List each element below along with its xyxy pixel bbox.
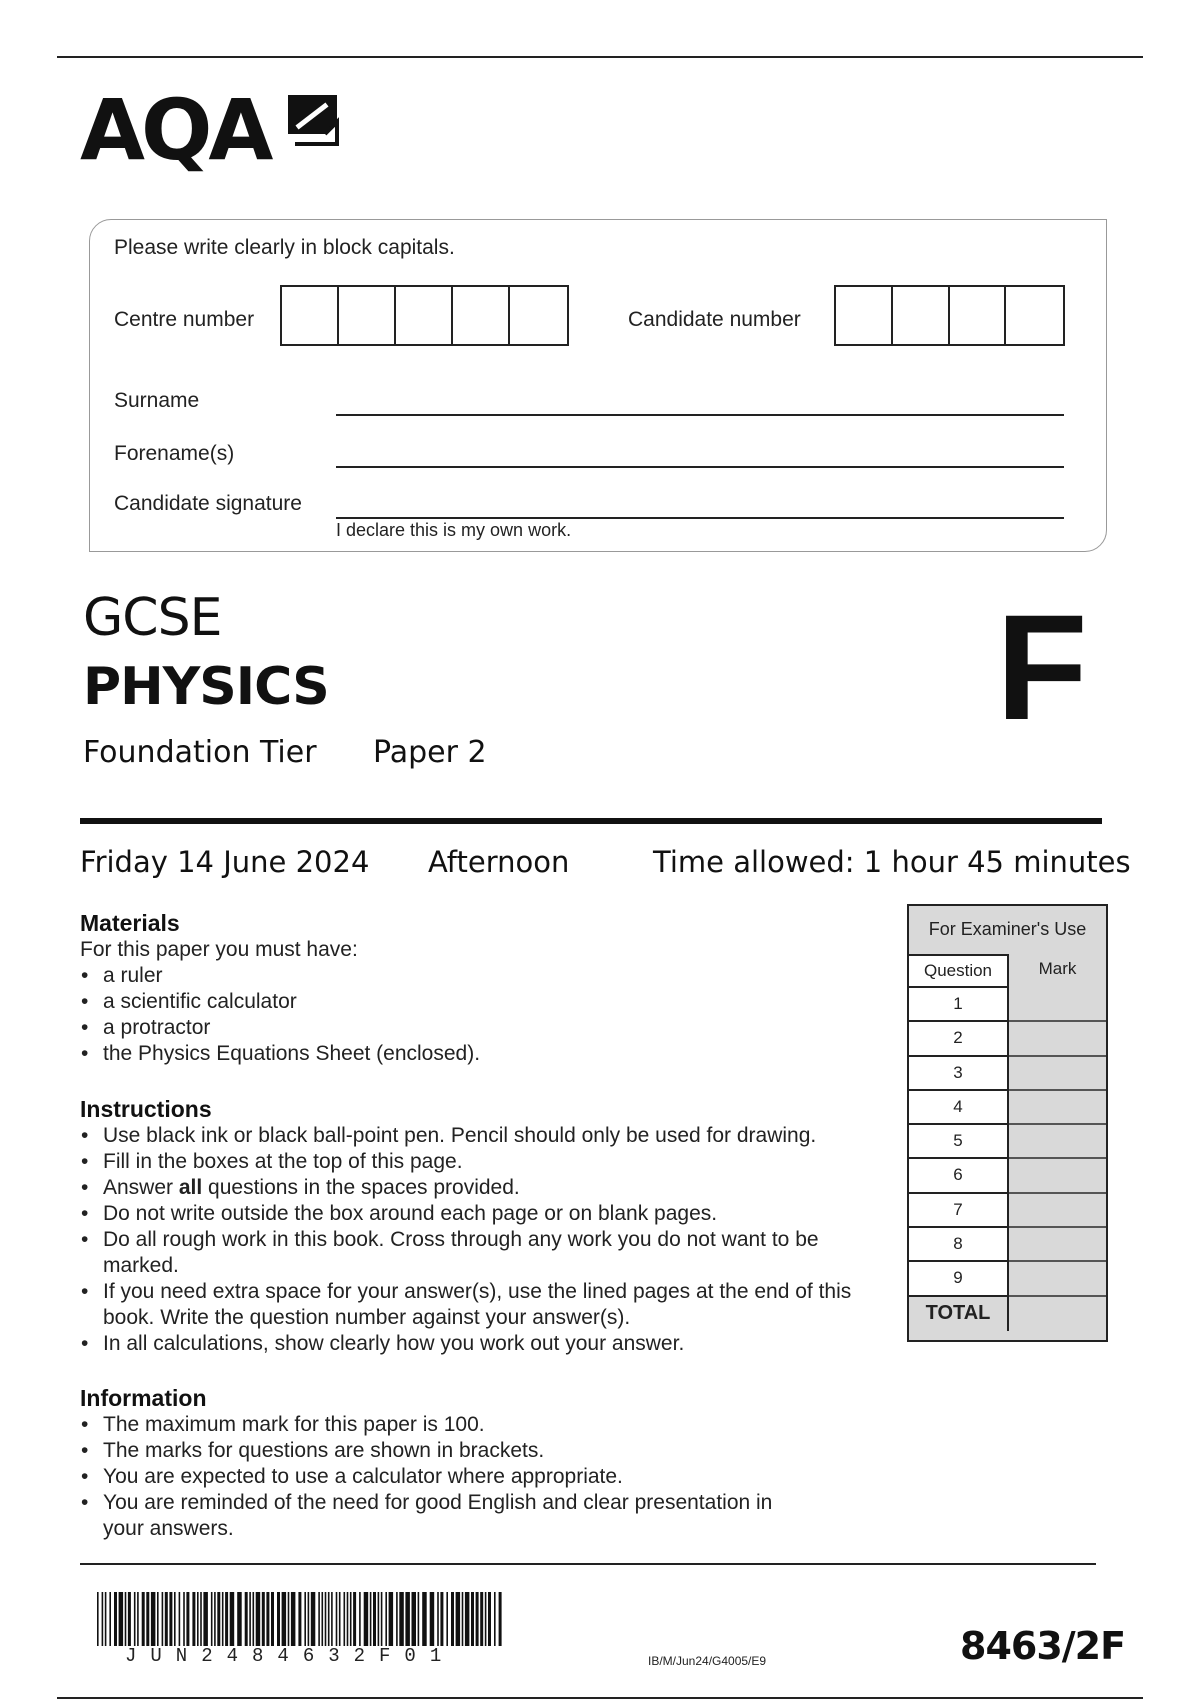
barcode-bar: [179, 1592, 181, 1646]
question-number: 4: [909, 1091, 1009, 1125]
list-item: • The marks for questions are shown in brackets.: [80, 1438, 840, 1464]
barcode-bar: [146, 1592, 149, 1646]
time-allowed: Time allowed: 1 hour 45 minutes: [653, 845, 1131, 879]
barcode-digits: JUN2484632F01: [125, 1645, 456, 1667]
barcode-bar: [353, 1592, 356, 1646]
barcode-bar: [203, 1592, 208, 1646]
barcode-bar: [174, 1592, 176, 1646]
question-number: 3: [909, 1057, 1009, 1091]
logo-text: AQA: [80, 81, 270, 179]
instructions-list: [80, 1123, 870, 1357]
information-section: [80, 1385, 840, 1542]
barcode-bar: [396, 1592, 398, 1646]
barcode-bar: [476, 1592, 479, 1646]
barcode-bar: [277, 1592, 280, 1646]
barcode-bar: [165, 1592, 168, 1646]
barcode-bar: [399, 1592, 404, 1646]
barcode-bar: [222, 1592, 224, 1646]
question-number: 6: [909, 1159, 1009, 1193]
title-divider: [80, 818, 1102, 824]
barcode-bar: [137, 1592, 139, 1646]
mark-cell: [1009, 1194, 1106, 1228]
question-number: 7: [909, 1194, 1009, 1228]
qualification-title: GCSE: [83, 588, 222, 648]
question-number: 8: [909, 1228, 1009, 1262]
barcode-bar: [373, 1592, 376, 1646]
barcode-bar: [237, 1592, 242, 1646]
barcode-bar: [192, 1592, 195, 1646]
paper-code: 8463/2F: [960, 1624, 1126, 1668]
barcode-bar: [225, 1592, 228, 1646]
barcode-bar: [282, 1592, 287, 1646]
examiner-table-header-row: [909, 954, 1106, 988]
barcode-bar: [109, 1592, 111, 1646]
aqa-logo: [80, 81, 270, 179]
tier-letter: F: [996, 583, 1088, 751]
signature-label: Candidate signature: [114, 492, 302, 515]
barcode-bar: [480, 1592, 483, 1646]
list-item: • You are expected to use a calculator where appropriate.: [80, 1464, 840, 1490]
answer-all-emphasis: all: [178, 1176, 203, 1199]
barcode-bar: [322, 1592, 324, 1646]
table-row: [909, 988, 1106, 1022]
centre-number-boxes[interactable]: [280, 285, 569, 346]
table-row: [909, 1125, 1106, 1159]
barcode-bar: [347, 1592, 349, 1646]
declaration-text: I declare this is my own work.: [336, 520, 572, 540]
list-item: • a ruler: [80, 963, 880, 989]
question-number: 5: [909, 1125, 1009, 1159]
forenames-line[interactable]: [336, 466, 1064, 468]
barcode-bar: [245, 1592, 248, 1646]
table-row: [909, 1262, 1106, 1296]
barcode-bar: [211, 1592, 213, 1646]
list-item: • In all calculations, show clearly how you work out your answer.: [80, 1331, 870, 1357]
total-mark-cell: [1009, 1297, 1106, 1331]
surname-label: Surname: [114, 389, 200, 412]
barcode-bar: [446, 1592, 448, 1646]
barcode-bar: [162, 1592, 164, 1646]
mark-cell: [1009, 1091, 1106, 1125]
materials-intro: For this paper you must have:: [80, 938, 358, 961]
barcode-bar: [451, 1592, 454, 1646]
tier-label: Foundation Tier: [83, 735, 317, 770]
barcode-bar: [266, 1592, 269, 1646]
barcode-bar: [105, 1592, 107, 1646]
barcode-bar: [359, 1592, 361, 1646]
mark-cell: [1009, 1125, 1106, 1159]
forenames-label: Forename(s): [114, 442, 235, 465]
barcode-bar: [102, 1592, 104, 1646]
centre-digit-box[interactable]: [510, 287, 567, 344]
centre-number-label: Centre number: [114, 308, 255, 331]
list-item: • If you need extra space for your answer(s), use the lined pages at the end of this book. Write the question number against your answer(s).: [80, 1279, 870, 1331]
mark-cell: [1009, 988, 1106, 1022]
instructions-heading: Instructions: [80, 1096, 212, 1122]
barcode-bar: [494, 1592, 496, 1646]
barcode-bar: [440, 1592, 443, 1646]
list-item: • Do all rough work in this book. Cross through any work you do not want to be marked.: [80, 1227, 870, 1279]
barcode-bar: [418, 1592, 420, 1646]
table-row: [909, 1194, 1106, 1228]
barcode-bar: [298, 1592, 301, 1646]
total-label: TOTAL: [909, 1297, 1009, 1331]
table-row: [909, 1159, 1106, 1193]
question-number: 9: [909, 1262, 1009, 1296]
list-item: • the Physics Equations Sheet (enclosed).: [80, 1041, 880, 1067]
list-item: • Use black ink or black ball-point pen. Pencil should only be used for drawing.: [80, 1123, 870, 1149]
barcode-bar: [488, 1592, 491, 1646]
mark-column-header: Mark: [1038, 959, 1077, 978]
barcode-bar: [485, 1592, 487, 1646]
barcode: [97, 1592, 507, 1646]
table-row: [909, 1228, 1106, 1262]
question-number: 1: [909, 988, 1009, 1022]
barcode-bar: [471, 1592, 474, 1646]
list-item: • The maximum mark for this paper is 100.: [80, 1412, 840, 1438]
barcode-bar: [465, 1592, 470, 1646]
barcode-bar: [437, 1592, 439, 1646]
exam-date: Friday 14 June 2024: [80, 845, 370, 879]
barcode-bar: [462, 1592, 464, 1646]
candidate-digit-box[interactable]: [836, 287, 893, 344]
table-row: [909, 1022, 1106, 1056]
mark-cell: [1009, 1057, 1106, 1091]
candidate-digit-box[interactable]: [1006, 287, 1063, 344]
question-number: 2: [909, 1022, 1009, 1056]
subject-title: PHYSICS: [83, 657, 329, 717]
materials-heading: Materials: [80, 910, 180, 936]
mark-cell: [1009, 1159, 1106, 1193]
list-item: • Fill in the boxes at the top of this page.: [80, 1149, 870, 1175]
barcode-bar: [430, 1592, 435, 1646]
barcode-bar: [370, 1592, 372, 1646]
examiner-use-table: [907, 904, 1108, 1342]
barcode-bar: [142, 1592, 145, 1646]
barcode-bar: [405, 1592, 410, 1646]
barcode-bar: [200, 1592, 202, 1646]
signature-line[interactable]: [336, 517, 1064, 519]
barcode-bar: [364, 1592, 369, 1646]
table-row: [909, 1091, 1106, 1125]
centre-digit-box[interactable]: [453, 287, 510, 344]
barcode-bar: [125, 1592, 127, 1646]
list-item: • a scientific calculator: [80, 989, 880, 1015]
mark-cell: [1009, 1228, 1106, 1262]
barcode-bar: [262, 1592, 265, 1646]
candidate-number-label: Candidate number: [628, 308, 801, 331]
barcode-bar: [311, 1592, 316, 1646]
barcode-bar: [151, 1592, 156, 1646]
barcode-bar: [385, 1592, 387, 1646]
barcode-bar: [214, 1592, 216, 1646]
information-heading: Information: [80, 1385, 207, 1411]
barcode-bar: [256, 1592, 261, 1646]
instructions-section: [80, 1096, 870, 1357]
information-list: [80, 1412, 840, 1542]
candidate-digit-box[interactable]: [893, 287, 950, 344]
barcode-bar: [318, 1592, 320, 1646]
centre-digit-box[interactable]: [282, 287, 339, 344]
top-rule: [57, 56, 1143, 58]
exam-session: Afternoon: [428, 845, 570, 879]
question-column-header: Question: [909, 954, 1009, 988]
barcode-bar: [230, 1592, 235, 1646]
bottom-rule: [57, 1697, 1143, 1699]
barcode-bar: [308, 1592, 310, 1646]
barcode-bar: [422, 1592, 427, 1646]
barcode-bar: [288, 1592, 290, 1646]
examiner-table-heading: For Examiner's Use: [928, 919, 1087, 939]
barcode-bar: [331, 1592, 333, 1646]
barcode-bar: [183, 1592, 185, 1646]
paper-label: Paper 2: [373, 735, 487, 770]
list-item: • a protractor: [80, 1015, 880, 1041]
barcode-bar: [197, 1592, 199, 1646]
candidate-digit-box[interactable]: [950, 287, 1007, 344]
mark-cell: [1009, 1262, 1106, 1296]
barcode-bar: [291, 1592, 296, 1646]
barcode-bar: [157, 1592, 159, 1646]
barcode-bar: [119, 1592, 124, 1646]
barcode-bar: [412, 1592, 417, 1646]
barcode-bar: [389, 1592, 394, 1646]
materials-section: [80, 910, 880, 1067]
list-item: • You are reminded of the need for good English and clear presentation in your answers.: [80, 1490, 840, 1542]
table-row: [909, 1057, 1106, 1091]
answer-all-suffix: questions in the spaces provided.: [202, 1176, 520, 1199]
barcode-bar: [217, 1592, 220, 1646]
answer-all-prefix: Answer: [103, 1176, 179, 1199]
barcode-bar: [344, 1592, 346, 1646]
barcode-bar: [114, 1592, 117, 1646]
block-capitals-instruction: Please write clearly in block capitals.: [114, 236, 455, 259]
barcode-bar: [253, 1592, 255, 1646]
barcode-bar: [186, 1592, 189, 1646]
centre-digit-box[interactable]: [396, 287, 453, 344]
total-row: [909, 1297, 1106, 1331]
barcode-bar: [128, 1592, 131, 1646]
barcode-bar: [328, 1592, 330, 1646]
barcode-bar: [378, 1592, 380, 1646]
reference-code: IB/M/Jun24/G4005/E9: [648, 1654, 767, 1668]
list-item: [80, 1175, 870, 1201]
barcode-bar: [381, 1592, 383, 1646]
aqa-leaf-icon: [285, 92, 340, 147]
list-item: • Do not write outside the box around each page or on blank pages.: [80, 1201, 870, 1227]
surname-line[interactable]: [336, 414, 1064, 416]
barcode-bar: [325, 1592, 327, 1646]
barcode-bar: [336, 1592, 338, 1646]
barcode-bar: [304, 1592, 306, 1646]
mark-cell: [1009, 1022, 1106, 1056]
barcode-bar: [339, 1592, 341, 1646]
barcode-bar: [499, 1592, 502, 1646]
barcode-bar: [456, 1592, 461, 1646]
barcode-bar: [97, 1592, 99, 1646]
centre-digit-box[interactable]: [339, 287, 396, 344]
footer-divider: [80, 1563, 1096, 1565]
barcode-bar: [350, 1592, 352, 1646]
candidate-number-boxes[interactable]: [834, 285, 1065, 346]
barcode-bar: [169, 1592, 172, 1646]
materials-list: [80, 963, 880, 1067]
barcode-bar: [249, 1592, 251, 1646]
barcode-bar: [134, 1592, 136, 1646]
barcode-bar: [271, 1592, 274, 1646]
